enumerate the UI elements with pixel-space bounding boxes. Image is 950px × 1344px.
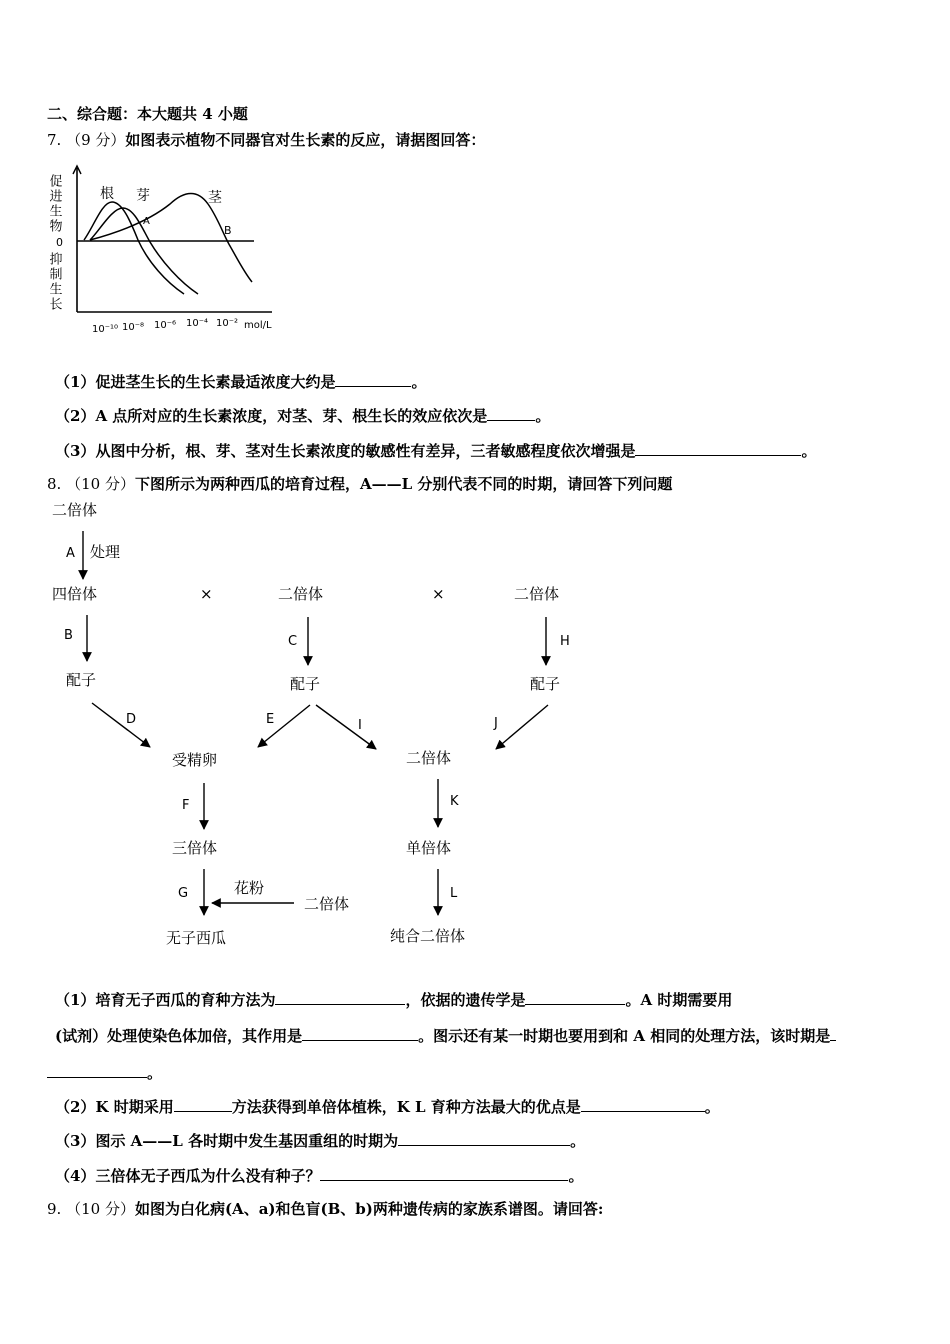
node-seedless: 无子西瓜 [166, 929, 227, 947]
q8-sub3-blank[interactable] [398, 1131, 570, 1146]
q7-prompt: 如图表示植物不同器官对生长素的反应，请据图回答： [125, 131, 486, 149]
q8-sub2 [55, 1096, 720, 1117]
q9-score: （10 分） [66, 1200, 135, 1218]
q8-sub1-blank-2[interactable] [525, 990, 625, 1005]
node-pollen: 花粉 [234, 879, 265, 897]
q7-sub1-text: 促进茎生长的生长素最适浓度大约是 [95, 373, 336, 391]
x-tick-3: 10⁻⁶ [154, 320, 177, 331]
label-stem: 茎 [208, 190, 222, 206]
y-label-bottom: 抑制生长 [46, 252, 62, 312]
node-diploid-right: 二倍体 [514, 585, 560, 603]
q7-sub1-end: 。 [411, 373, 427, 391]
letter-g: G [178, 886, 189, 901]
curve-stem [90, 194, 252, 283]
q8-prompt: 下图所示为两种西瓜的培育过程，A——L 分别代表不同的时期，请回答下列问题 [134, 475, 673, 493]
letter-l: L [450, 886, 458, 901]
q7-heading [47, 129, 485, 150]
q8-sub3-a: 图示 A——L 各时期中发生基因重组的时期为 [95, 1132, 399, 1150]
x-tick-4: 10⁻⁴ [186, 318, 209, 329]
q8-sub2-end: 。 [704, 1098, 720, 1116]
q7-sub2-prefix: （2） [55, 407, 96, 425]
q7-sub2-end: 。 [535, 407, 551, 425]
q7-sub2-blank[interactable] [487, 406, 535, 421]
node-diploid-mid: 二倍体 [278, 585, 324, 603]
q8-sub1-end: 。 [147, 1064, 163, 1082]
node-gamete-1: 配子 [66, 671, 97, 689]
label-point-a: A [143, 216, 150, 227]
arrow-d [92, 703, 150, 747]
q8-sub1-c: 。A 时期需要用 [625, 991, 733, 1009]
q7-sub3-prefix: （3） [55, 442, 96, 460]
q8-sub2-prefix: （2） [55, 1098, 96, 1116]
q8-sub1-blank-3[interactable] [302, 1026, 418, 1041]
node-gamete-3: 配子 [530, 675, 561, 693]
node-tetraploid: 四倍体 [52, 585, 98, 603]
q8-sub3-end: 。 [570, 1132, 586, 1150]
letter-i: I [358, 718, 362, 733]
q8-sub4-prefix: （4） [55, 1167, 96, 1185]
q7-number: 7. [47, 131, 62, 149]
q8-heading [47, 473, 672, 494]
q8-sub2-blank-1[interactable] [174, 1097, 232, 1112]
q8-sub1-blank-4a[interactable] [830, 1026, 836, 1041]
letter-d: D [126, 712, 137, 727]
section-title: 二、综合题：本大题共 4 小题 [47, 105, 248, 123]
q7-sub3-text: 从图中分析，根、芽、茎对生长素浓度的敏感性有差异，三者敏感程度依次增强是 [95, 442, 636, 460]
letter-h: H [560, 634, 570, 649]
q8-sub4-end: 。 [568, 1167, 584, 1185]
letter-f: F [182, 798, 190, 813]
x-tick-1: 10⁻¹⁰ [92, 324, 119, 335]
x-tick-labels [92, 318, 272, 335]
q8-sub2-blank-2[interactable] [581, 1097, 705, 1112]
q8-sub2-b: 方法获得到单倍体植株，K L 育种方法最大的优点是 [231, 1098, 581, 1116]
watermelon-breeding-diagram [40, 495, 600, 955]
q8-sub1-b: ，依据的遗传学是 [405, 991, 526, 1009]
q9-prompt: 如图为白化病(A、a)和色盲(B、b)两种遗传病的家族系谱图。请回答: [134, 1200, 604, 1218]
node-zygote: 受精卵 [172, 751, 218, 769]
q8-sub1-line2-b: 。图示还有某一时期也要用到和 A 相同的处理方法，该时期是 [418, 1027, 831, 1045]
letter-c: C [288, 634, 298, 649]
q8-number: 8. [47, 475, 62, 493]
q8-sub1-line3 [47, 1062, 162, 1083]
node-diploid-top: 二倍体 [52, 501, 98, 519]
q7-sub2-text: A 点所对应的生长素浓度，对茎、芽、根生长的效应依次是 [95, 407, 488, 425]
node-treat: 处理 [90, 543, 121, 561]
q7-sub3-blank[interactable] [635, 441, 801, 456]
letter-j: J [494, 716, 498, 731]
q7-sub1-blank[interactable] [335, 372, 411, 387]
q8-sub4-blank[interactable] [320, 1166, 568, 1181]
q8-sub1-blank-4b[interactable] [47, 1063, 147, 1078]
q8-sub1-a: 培育无子西瓜的育种方法为 [95, 991, 276, 1009]
x-tick-2: 10⁻⁸ [122, 322, 145, 333]
q8-sub4 [55, 1165, 583, 1186]
q8-sub1-blank-1[interactable] [275, 990, 405, 1005]
q7-sub1-prefix: （1） [55, 373, 96, 391]
letter-e: E [266, 712, 275, 727]
y-axis-labels [47, 174, 64, 312]
q7-score: （9 分） [66, 131, 126, 149]
y-label-top: 促进生物 [46, 174, 62, 234]
node-haploid: 单倍体 [406, 839, 452, 857]
node-gamete-2: 配子 [290, 675, 321, 693]
cross-sign-1: × [200, 585, 213, 603]
label-bud: 芽 [136, 188, 150, 204]
q8-score: （10 分） [66, 475, 135, 493]
arrow-j [496, 705, 548, 749]
node-diploid-pollen: 二倍体 [304, 895, 350, 913]
x-unit: mol/L [244, 320, 272, 331]
node-triploid: 三倍体 [172, 839, 218, 857]
zero-label: 0 [56, 236, 63, 249]
q8-sub4-a: 三倍体无子西瓜为什么没有种子？ [95, 1167, 321, 1185]
letter-b: B [64, 628, 73, 643]
label-point-b: B [224, 224, 232, 237]
q8-sub1-line2-a: (试剂）处理使染色体加倍，其作用是 [55, 1027, 303, 1045]
node-diploid-center: 二倍体 [406, 749, 452, 767]
x-tick-5: 10⁻² [216, 318, 239, 329]
q8-sub1-line2 [55, 1025, 836, 1046]
q7-sub1 [55, 371, 426, 392]
q8-sub2-a: K 时期采用 [95, 1098, 174, 1116]
q7-sub3 [55, 440, 816, 461]
q8-sub1-line1 [55, 989, 732, 1010]
letter-a: A [66, 546, 75, 561]
cross-sign-2: × [432, 585, 445, 603]
q7-sub3-end: 。 [801, 442, 817, 460]
arrow-i [316, 705, 376, 749]
q8-sub1-prefix: （1） [55, 991, 96, 1009]
q9-number: 9. [47, 1200, 62, 1218]
auxin-response-chart [46, 160, 290, 340]
q8-sub3-prefix: （3） [55, 1132, 96, 1150]
letter-k: K [450, 794, 459, 809]
q7-sub2 [55, 405, 550, 426]
label-root: 根 [100, 186, 114, 202]
node-pure-diploid: 纯合二倍体 [390, 927, 466, 945]
q8-sub3 [55, 1130, 585, 1151]
q9-heading [47, 1198, 603, 1219]
